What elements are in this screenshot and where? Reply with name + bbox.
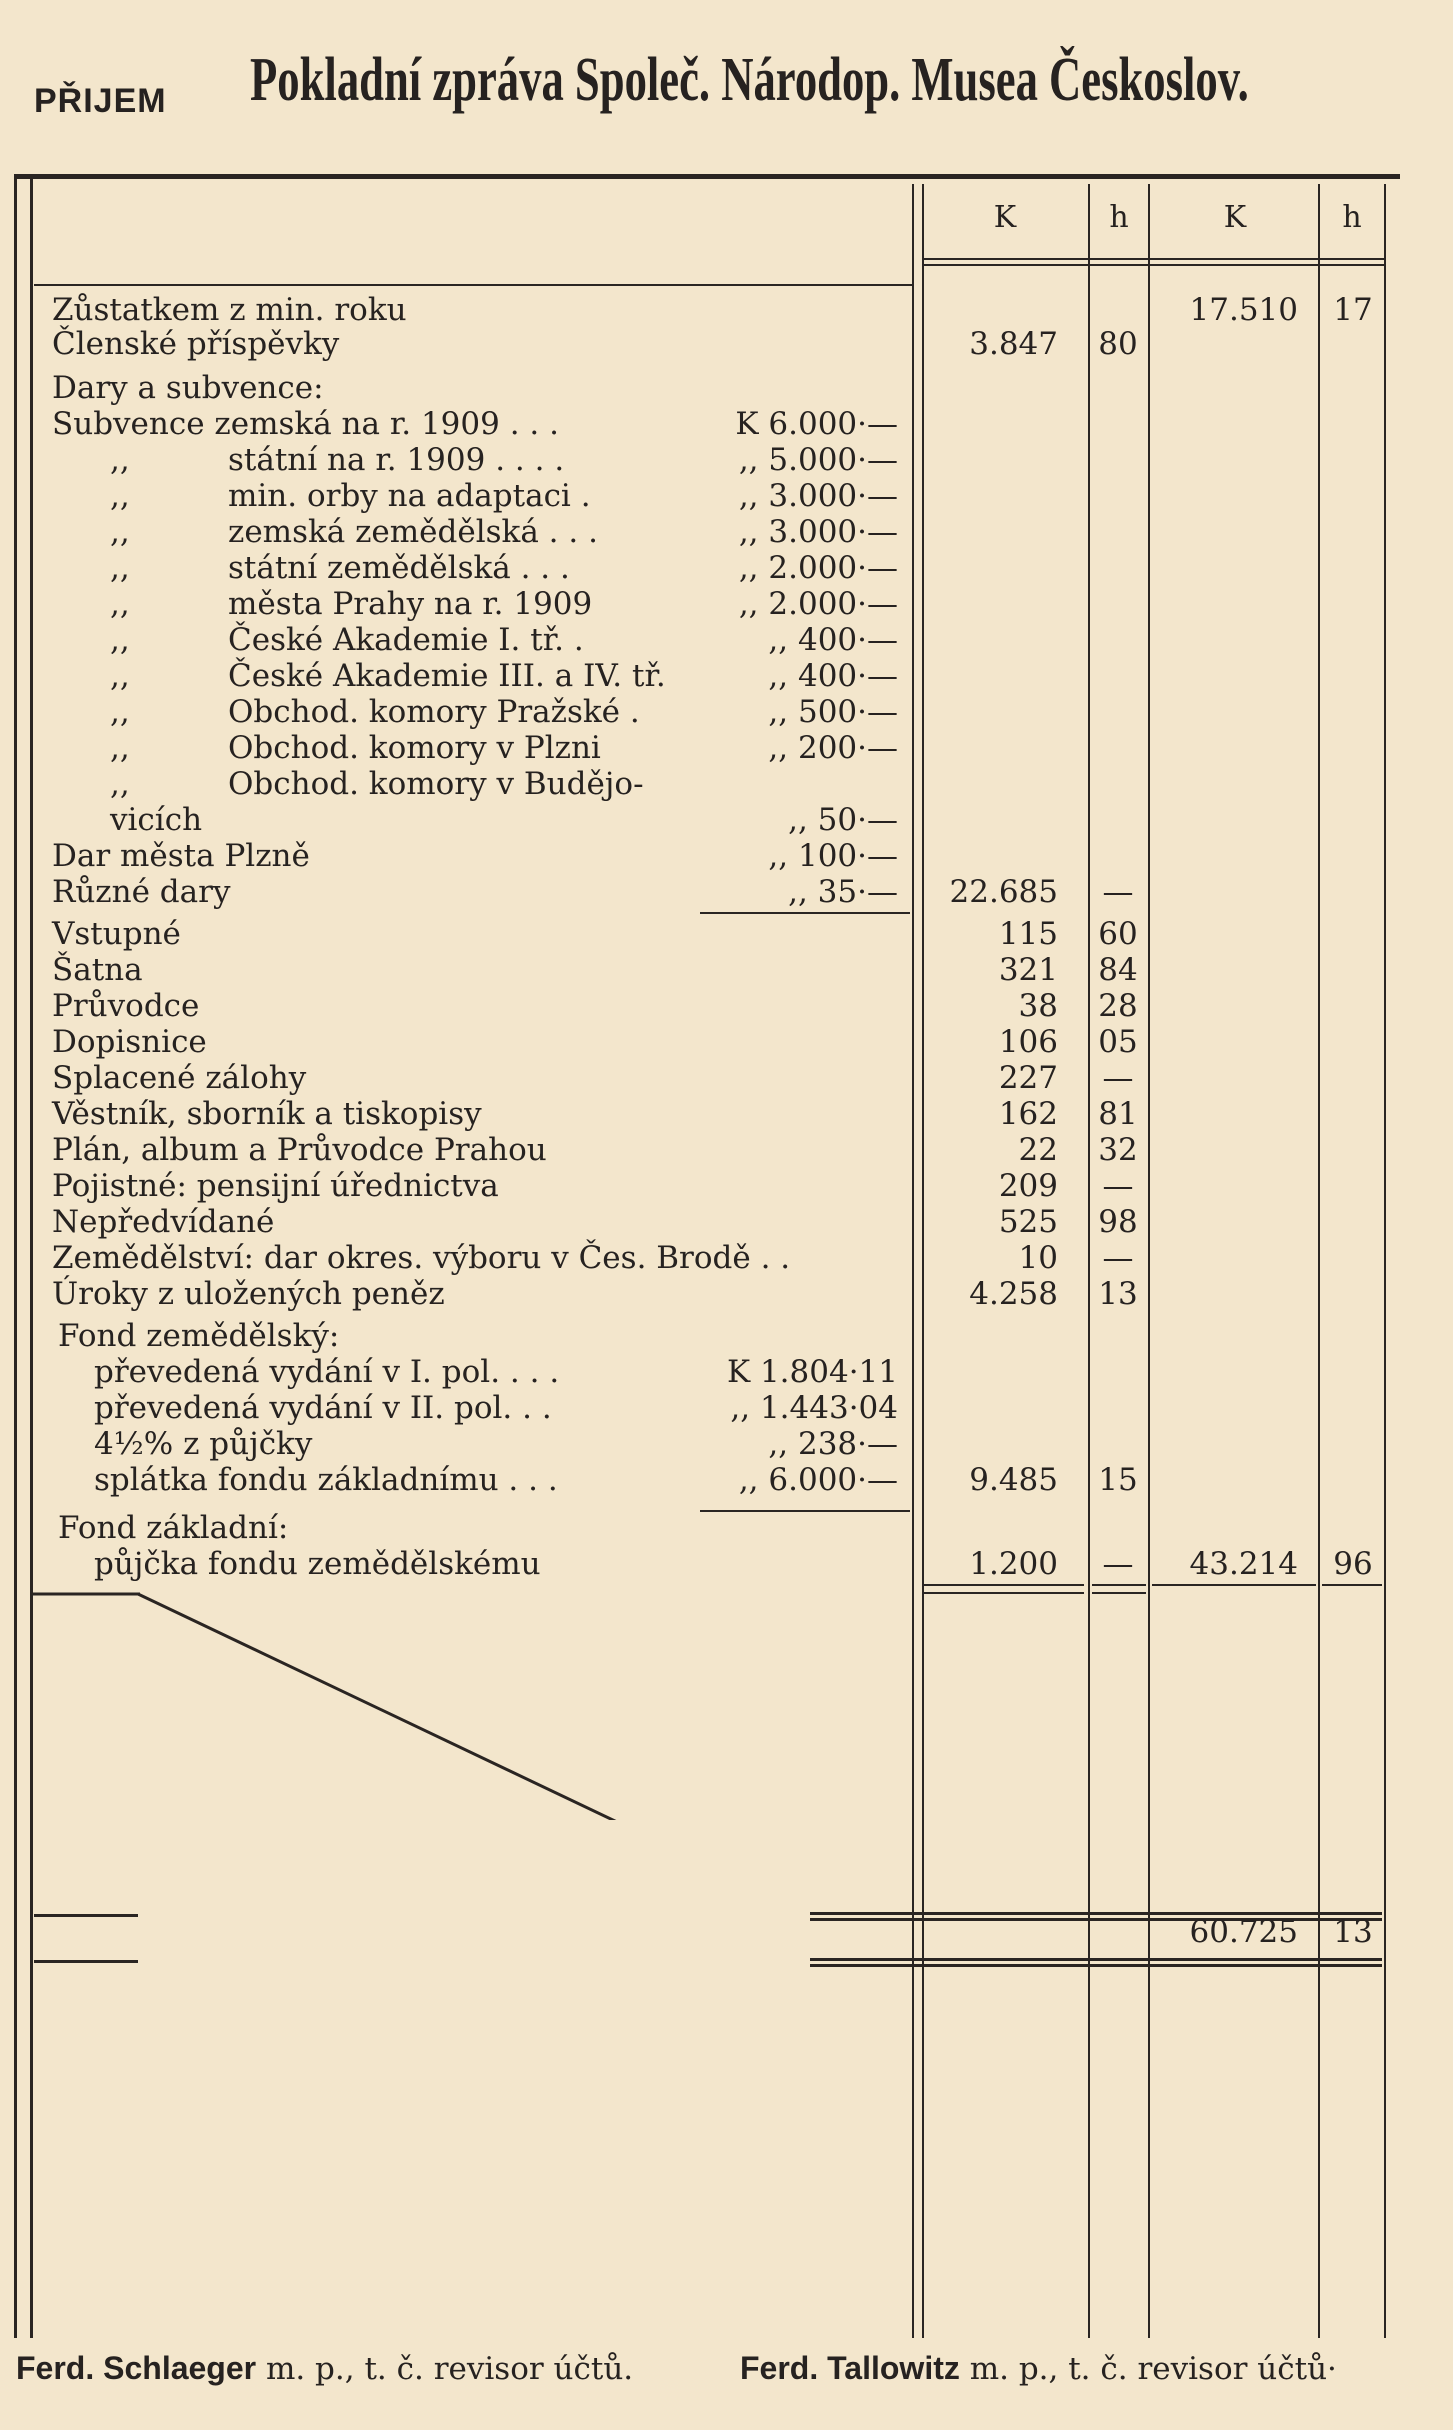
amount-h1: — <box>1102 1240 1134 1276</box>
row-label-text: Různé dary <box>52 874 231 910</box>
itemized-amount: K 1.804·11 <box>726 1354 898 1390</box>
row-label-text: Šatna <box>52 952 143 988</box>
amount-h1: 15 <box>1098 1462 1138 1498</box>
document-title: Pokladní zpráva Společ. Národop. Musea Českoslov. <box>250 46 1249 114</box>
ditto-mark: ,, <box>110 766 130 802</box>
amount-k2: 43.214 <box>1189 1546 1298 1582</box>
amount-k1: 22.685 <box>949 874 1058 910</box>
itemized-amount: ,, 50·— <box>788 802 898 838</box>
row-label-text: Dary a subvence: <box>52 370 324 406</box>
amount-h2: 17 <box>1333 292 1373 328</box>
amount-k1: 10 <box>1018 1240 1058 1276</box>
table-left-inner-rule <box>30 176 33 2338</box>
rule-h1-b <box>1092 1592 1146 1594</box>
row-label-text: státní na r. 1909 . . . . <box>228 442 565 478</box>
itemized-amount: ,, 3.000·— <box>738 514 898 550</box>
total-rule-left-bottom <box>34 1960 138 1963</box>
itemized-amount: ,, 400·— <box>768 622 898 658</box>
row-label <box>52 370 324 406</box>
row-label <box>110 514 598 550</box>
row-label <box>58 1318 339 1354</box>
signer-2-name: Ferd. Tallowitz <box>740 2350 960 2386</box>
amount-k1: 321 <box>998 952 1058 988</box>
row-label-text: státní zemědělská . . . <box>228 550 570 586</box>
row-label <box>52 1024 207 1060</box>
ditto-mark: ,, <box>110 586 130 622</box>
header-underline <box>922 258 1384 260</box>
itemized-amount: ,, 200·— <box>768 730 898 766</box>
amount-k1: 525 <box>998 1204 1058 1240</box>
row-label <box>52 952 143 988</box>
itemized-amount: ,, 2.000·— <box>738 586 898 622</box>
itemized-amount: ,, 238·— <box>768 1426 898 1462</box>
row-label <box>52 1060 306 1096</box>
row-label-text: Nepředvídané <box>52 1204 275 1240</box>
itemized-amount: ,, 3.000·— <box>738 478 898 514</box>
row-label <box>52 874 230 910</box>
itemized-amount: ,, 6.000·— <box>738 1462 898 1498</box>
amount-k1: 1.200 <box>969 1546 1058 1582</box>
col-header-h2: h <box>1342 200 1362 235</box>
row-label-text: Plán, album a Průvodce Prahou <box>52 1132 547 1168</box>
row-label <box>110 550 570 586</box>
itemized-amount: ,, 100·— <box>768 838 898 874</box>
row-label-text: Obchod. komory v Budějo- <box>228 766 644 802</box>
itemized-amount: ,, 1.443·04 <box>730 1390 898 1426</box>
row-label-text: půjčka fondu zemědělskému <box>94 1546 541 1582</box>
ditto-mark: ,, <box>110 550 130 586</box>
total-k: 60.725 <box>1189 1914 1298 1950</box>
signature-2 <box>740 2350 1337 2387</box>
row-label-text: Subvence zemská na r. 1909 . . . <box>52 406 559 442</box>
row-label <box>110 802 202 838</box>
amount-k1: 209 <box>998 1168 1058 1204</box>
total-rule-left-top <box>34 1914 138 1917</box>
row-label <box>110 586 593 622</box>
row-label-text: Zůstatkem z min. roku <box>52 292 407 328</box>
row-label-text: Obchod. komory v Plzni <box>228 730 601 766</box>
rule-h2-a <box>1322 1584 1382 1586</box>
amount-k1: 9.485 <box>969 1462 1058 1498</box>
row-label <box>94 1546 541 1582</box>
row-label-text: Pojistné: pensijní úřednictva <box>52 1168 499 1204</box>
row-label-text: převedená vydání v I. pol. . . . <box>94 1354 560 1390</box>
row-label <box>94 1390 552 1426</box>
row-label <box>110 478 591 514</box>
amount-h1: 80 <box>1098 326 1138 362</box>
rule-k1-b <box>924 1592 1084 1594</box>
signer-1-role: m. p., t. č. revisor účtů. <box>265 2351 634 2387</box>
row-label-text: splátka fondu základnímu . . . <box>94 1462 558 1498</box>
signature-1 <box>16 2350 633 2387</box>
total-rule-bottom-2 <box>810 1964 1382 1967</box>
row-label <box>52 1132 547 1168</box>
itemized-amount: ,, 2.000·— <box>738 550 898 586</box>
col-rule-1 <box>912 184 914 2338</box>
row-label-text: České Akademie I. tř. . <box>228 622 584 658</box>
row-label <box>52 1096 482 1132</box>
row-label <box>52 988 199 1024</box>
itemized-amount: ,, 500·— <box>768 694 898 730</box>
row-label <box>58 1510 288 1546</box>
row-label <box>52 1276 445 1312</box>
amount-h1: 84 <box>1098 952 1138 988</box>
col-header-h1: h <box>1109 200 1129 235</box>
ditto-mark: ,, <box>110 694 130 730</box>
itemized-amount: ,, 5.000·— <box>738 442 898 478</box>
ditto-mark: ,, <box>110 622 130 658</box>
row-label-text: Věstník, sborník a tiskopisy <box>52 1096 482 1132</box>
row-label <box>52 292 407 328</box>
row-label-text: zemská zemědělská . . . <box>228 514 598 550</box>
total-rule-bottom <box>810 1958 1382 1961</box>
itemized-amount: K 6.000·— <box>735 406 898 442</box>
col-rule-4 <box>1318 184 1320 2338</box>
row-label-text: převedená vydání v II. pol. . . <box>94 1390 552 1426</box>
col-rule-5 <box>1384 184 1386 2338</box>
ditto-mark: ,, <box>110 478 130 514</box>
col-header-k2: K <box>1223 200 1247 235</box>
row-label-text: Dopisnice <box>52 1024 207 1060</box>
row-label <box>52 1204 274 1240</box>
row-label-text: 4½% z půjčky <box>94 1426 313 1462</box>
signer-1-name: Ferd. Schlaeger <box>16 2350 257 2386</box>
amount-k1: 22 <box>1018 1132 1058 1168</box>
amount-k1: 227 <box>998 1060 1058 1096</box>
row-label-text: Průvodce <box>52 988 200 1024</box>
row-label-text: min. orby na adaptaci . <box>228 478 591 514</box>
row-label-text: Úroky z uložených peněz <box>52 1276 445 1312</box>
itemized-amount: ,, 400·— <box>768 658 898 694</box>
row-label-text: vicích <box>110 802 203 838</box>
row-label <box>110 622 584 658</box>
table-left-rule <box>14 176 17 2338</box>
amount-h1: 28 <box>1098 988 1138 1024</box>
row-label-text: města Prahy na r. 1909 <box>228 586 593 622</box>
row-label-text: Splacené zálohy <box>52 1060 307 1096</box>
amount-h1: — <box>1102 874 1134 910</box>
amount-k1: 106 <box>998 1024 1058 1060</box>
amount-k1: 3.847 <box>969 326 1058 362</box>
table-top-rule <box>14 174 1400 179</box>
row-label <box>94 1354 559 1390</box>
row-label <box>52 326 339 362</box>
rule-h1-a <box>1092 1584 1146 1586</box>
amount-h1: 05 <box>1098 1024 1138 1060</box>
amount-h1: 13 <box>1098 1276 1138 1312</box>
row-label <box>110 442 565 478</box>
amount-h1: 81 <box>1098 1096 1138 1132</box>
row-label <box>110 694 640 730</box>
subtotal-rule-dary <box>700 912 910 914</box>
row-label-text: Fond zemědělský: <box>58 1318 340 1354</box>
ditto-mark: ,, <box>110 514 130 550</box>
amount-h1: 98 <box>1098 1204 1138 1240</box>
subtotal-rule-fond <box>700 1510 910 1512</box>
row-label <box>52 1240 790 1276</box>
row-label <box>110 766 644 802</box>
total-h: 13 <box>1333 1914 1373 1950</box>
signer-2-role: m. p., t. č. revisor účtů· <box>969 2351 1337 2387</box>
amount-k1: 115 <box>998 916 1058 952</box>
row-label-text: Vstupné <box>52 916 181 952</box>
ditto-mark: ,, <box>110 730 130 766</box>
row-label-text: Členské příspěvky <box>52 326 340 362</box>
itemized-amount: ,, 35·— <box>788 874 898 910</box>
col-rule-3 <box>1148 184 1150 2338</box>
row-label <box>94 1426 312 1462</box>
col-header-k1: K <box>993 200 1017 235</box>
amount-h1: — <box>1102 1168 1134 1204</box>
amount-h2: 96 <box>1333 1546 1373 1582</box>
amount-h1: — <box>1102 1546 1134 1582</box>
row-label-text: Obchod. komory Pražské . <box>228 694 640 730</box>
col-rule-2 <box>1088 184 1090 2338</box>
header-underline-2 <box>922 264 1384 266</box>
row-label <box>52 916 181 952</box>
amount-k1: 162 <box>998 1096 1058 1132</box>
amount-k2: 17.510 <box>1189 292 1298 328</box>
row-label <box>52 406 559 442</box>
amount-h1: 32 <box>1098 1132 1138 1168</box>
section-label: PŘIJEM <box>34 82 167 120</box>
rule-k1-a <box>924 1584 1084 1586</box>
row-label <box>52 838 310 874</box>
row-label-text: České Akademie III. a IV. tř. <box>228 658 666 694</box>
row-label-text: Zemědělství: dar okres. výboru v Čes. Brodě . . <box>52 1240 791 1276</box>
ditto-mark: ,, <box>110 442 130 478</box>
cancel-diagonal-line <box>30 1580 930 1820</box>
row-label <box>52 1168 499 1204</box>
row-label <box>94 1462 558 1498</box>
row-label <box>110 730 601 766</box>
row-label-text: Fond základní: <box>58 1510 289 1546</box>
amount-k1: 4.258 <box>969 1276 1058 1312</box>
amount-k1: 38 <box>1018 988 1058 1024</box>
ditto-mark: ,, <box>110 658 130 694</box>
rule-k2-a <box>1152 1584 1316 1586</box>
label-head-rule <box>34 284 912 286</box>
row-label-text: Dar města Plzně <box>52 838 310 874</box>
amount-h1: — <box>1102 1060 1134 1096</box>
amount-h1: 60 <box>1098 916 1138 952</box>
row-label <box>110 658 666 694</box>
